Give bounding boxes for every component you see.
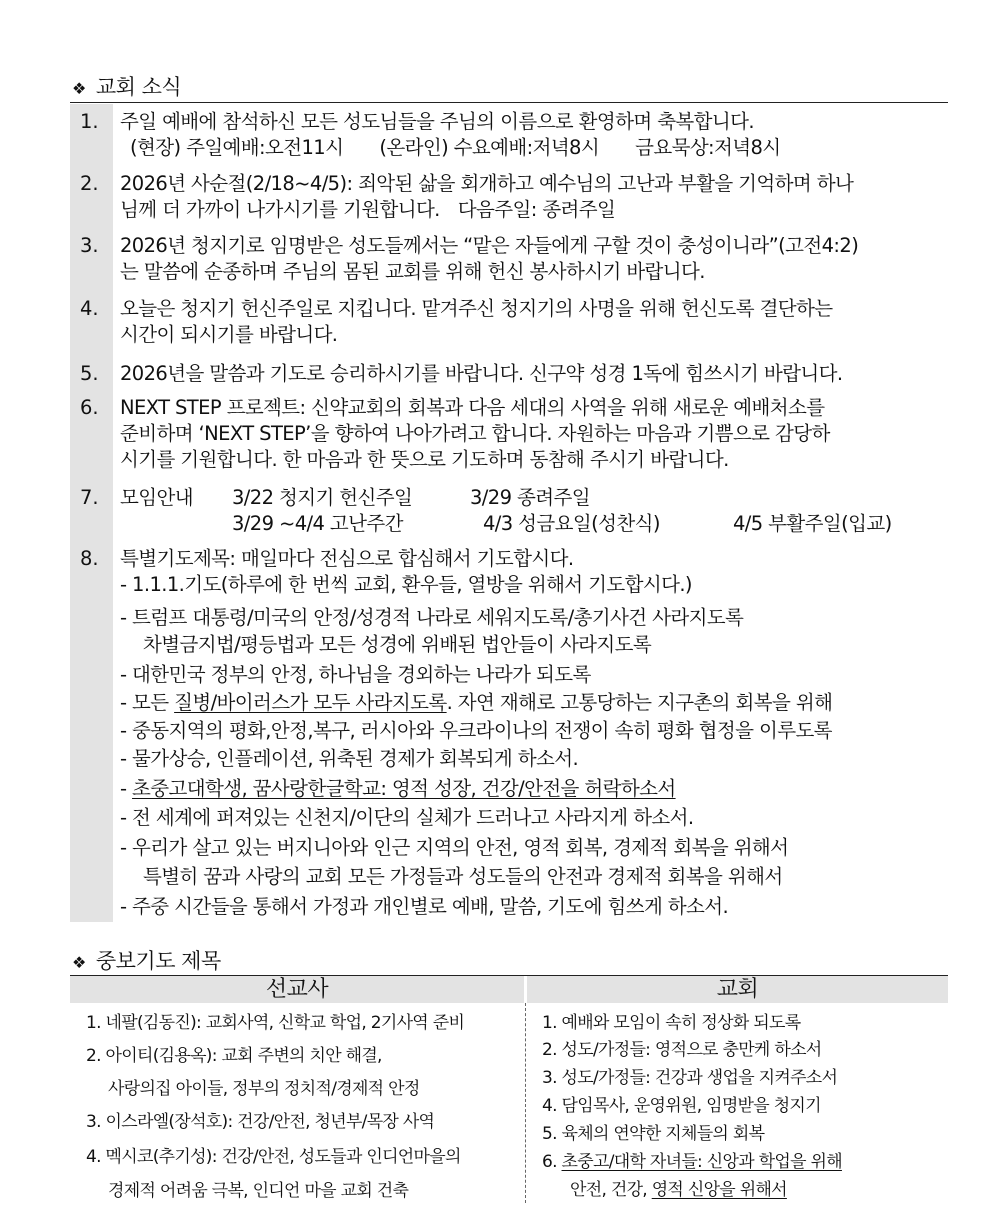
item-number: 2. — [80, 172, 99, 195]
next-sunday: 다음주일: 종려주일 — [457, 198, 616, 221]
church-line: 3. 성도/가정들: 건강과 생업을 지켜주소서 — [542, 1068, 838, 1088]
news-line: 시간이 되시기를 바랍니다. — [120, 323, 338, 346]
number-column — [70, 104, 113, 922]
prayer-text: . 자연 재해로 고통당하는 지구촌의 회복을 위해 — [446, 691, 833, 714]
prayer-line: - 중동지역의 평화,안정,복구, 러시아와 우크라이나의 전쟁이 속히 평화 협정을 이루도록 — [120, 719, 832, 742]
service-friday: 금요묵상:저녁8시 — [635, 136, 781, 159]
prayer-line: - 전 세계에 퍼져있는 신천지/이단의 실체가 드러나고 사라지게 하소서. — [120, 806, 694, 829]
item-number: 5. — [80, 362, 99, 385]
prayer-line: - 대한민국 정부의 안정, 하나님을 경외하는 나라가 되도록 — [120, 663, 591, 686]
church-text: 6. — [542, 1152, 562, 1172]
prayer-underlined: 질병/바이러스가 모두 사라지도록 — [174, 691, 447, 714]
prayer-text: - — [120, 777, 133, 800]
missionary-line: 2. 아이티(김용옥): 교회 주변의 치안 해결, — [86, 1046, 382, 1066]
news-line: 는 말씀에 순종하며 주님의 몸된 교회를 위해 헌신 봉사하시기 바랍니다. — [120, 260, 705, 283]
prayer-line — [120, 776, 676, 802]
news-divider — [70, 102, 948, 103]
church-line: 1. 예배와 모임이 속히 정상화 되도록 — [542, 1013, 801, 1033]
event-item: 3/22 청지기 헌신주일 — [232, 486, 413, 509]
church-line — [570, 1178, 787, 1202]
item-number: 3. — [80, 234, 99, 257]
church-line: 4. 담임목사, 운영위원, 임명받을 청지기 — [542, 1096, 821, 1116]
church-line: 2. 성도/가정들: 영적으로 충만케 하소서 — [542, 1040, 822, 1060]
prayer-underlined: 초중고대학생, 꿈사랑한글학교: 영적 성장, 건강/안전을 허락하소서 — [132, 777, 676, 800]
news-line: NEXT STEP 프로젝트: 신약교회의 회복과 다음 세대의 사역을 위해 새로운 예배처소를 — [120, 396, 825, 419]
prayer-line: - 주중 시간들을 통해서 가정과 개인별로 예배, 말씀, 기도에 힘쓰게 하소서. — [120, 895, 729, 918]
news-line: 2026년 청지기로 임명받은 성도들께서는 “맡은 자들에게 구할 것이 충성이니라”(고전4:2) — [120, 234, 859, 257]
church-header: 교회 — [527, 976, 948, 1003]
prayer-heading — [72, 948, 221, 976]
news-line: 오늘은 청지기 헌신주일로 지킵니다. 맡겨주신 청지기의 사명을 위해 헌신도록 결단하는 — [120, 297, 833, 320]
prayer-text: - 모든 — [120, 691, 175, 714]
church-underlined: 영적 신앙을 위해서 — [651, 1180, 787, 1200]
event-item: 3/29 종려주일 — [470, 486, 590, 509]
missionary-line: 4. 멕시코(추기성): 건강/안전, 성도들과 인디언마을의 — [86, 1147, 461, 1167]
church-underlined: 초중고/대학 자녀들: 신앙과 학업을 위해 — [561, 1152, 842, 1172]
service-online: (온라인) 수요예배:저녁8시 — [379, 136, 600, 159]
news-title: 교회 소식 — [95, 75, 182, 99]
event-item: 4/5 부활주일(입교) — [733, 512, 892, 535]
item-number: 6. — [80, 396, 99, 419]
item-number: 8. — [80, 547, 99, 570]
prayer-line — [120, 690, 832, 716]
church-line: 5. 육체의 연약한 지체들의 회복 — [542, 1124, 765, 1144]
missionary-line: 1. 네팔(김동진): 교회사역, 신학교 학업, 2기사역 준비 — [86, 1013, 465, 1033]
item-number: 1. — [80, 110, 99, 133]
item-number: 4. — [80, 297, 99, 320]
news-line: 2026년 사순절(2/18~4/5): 죄악된 삶을 회개하고 예수님의 고난과 부활을 기억하며 하나 — [120, 172, 854, 195]
news-text: 님께 더 가까이 나가시기를 기원합니다. — [120, 198, 440, 221]
prayer-section-title: 중보기도 제목 — [95, 949, 221, 973]
news-line — [120, 197, 615, 223]
event-item: 3/29 ~4/4 고난주간 — [232, 512, 403, 535]
news-line: 준비하며 ‘NEXT STEP’을 향하여 나아가려고 합니다. 자원하는 마음과 기쁨으로 감당하 — [120, 422, 830, 445]
missionary-line: 경제적 어려움 극복, 인디언 마을 교회 건축 — [108, 1181, 409, 1201]
prayer-line: - 트럼프 대통령/미국의 안정/성경적 나라로 세워지도록/총기사건 사라지도록 — [120, 606, 744, 629]
event-item: 4/3 성금요일(성찬식) — [483, 512, 660, 535]
service-onsite: (현장) 주일예배:오전11시 — [130, 136, 344, 159]
prayer-line: 특별히 꿈과 사랑의 교회 모든 가정들과 성도들의 안전과 경제적 회복을 위해서 — [143, 865, 783, 888]
prayer-line: - 물가상승, 인플레이션, 위축된 경제가 회복되게 하소서. — [120, 747, 579, 770]
news-line: 시기를 기원합니다. 한 마음과 한 뜻으로 기도하며 동참해 주시기 바랍니다. — [120, 448, 729, 471]
news-heading — [72, 74, 181, 102]
news-line: 2026년을 말씀과 기도로 승리하시기를 바랍니다. 신구약 성경 1독에 힘쓰시기 바랍니다. — [120, 362, 843, 385]
diamond-bullet-icon: ❖ — [72, 953, 86, 972]
prayer-line: 차별금지법/평등법과 모든 성경에 위배된 법안들이 사라지도록 — [143, 633, 652, 656]
missionary-line: 사랑의집 아이들, 정부의 정치적/경제적 안정 — [108, 1079, 420, 1099]
missionary-line: 3. 이스라엘(장석호): 건강/안전, 청년부/목장 사역 — [86, 1112, 435, 1132]
column-divider — [525, 1003, 526, 1203]
meeting-label: 모임안내 — [120, 486, 193, 509]
prayer-line: - 우리가 살고 있는 버지니아와 인근 지역의 안전, 영적 회복, 경제적 회복을 위해서 — [120, 836, 789, 859]
church-line — [542, 1150, 842, 1174]
item-number: 7. — [80, 486, 99, 509]
church-text: 안전, 건강, — [570, 1180, 652, 1200]
prayer-title: 특별기도제목: 매일마다 전심으로 합심해서 기도합시다. — [120, 547, 574, 570]
news-line — [130, 135, 781, 161]
prayer-line: - 1.1.1.기도(하루에 한 번씩 교회, 환우들, 열방을 위해서 기도합시다.) — [120, 573, 692, 596]
missionary-header: 선교사 — [70, 976, 524, 1003]
diamond-bullet-icon: ❖ — [72, 79, 86, 98]
news-line: 주일 예배에 참석하신 모든 성도님들을 주님의 이름으로 환영하며 축복합니다. — [120, 110, 754, 133]
